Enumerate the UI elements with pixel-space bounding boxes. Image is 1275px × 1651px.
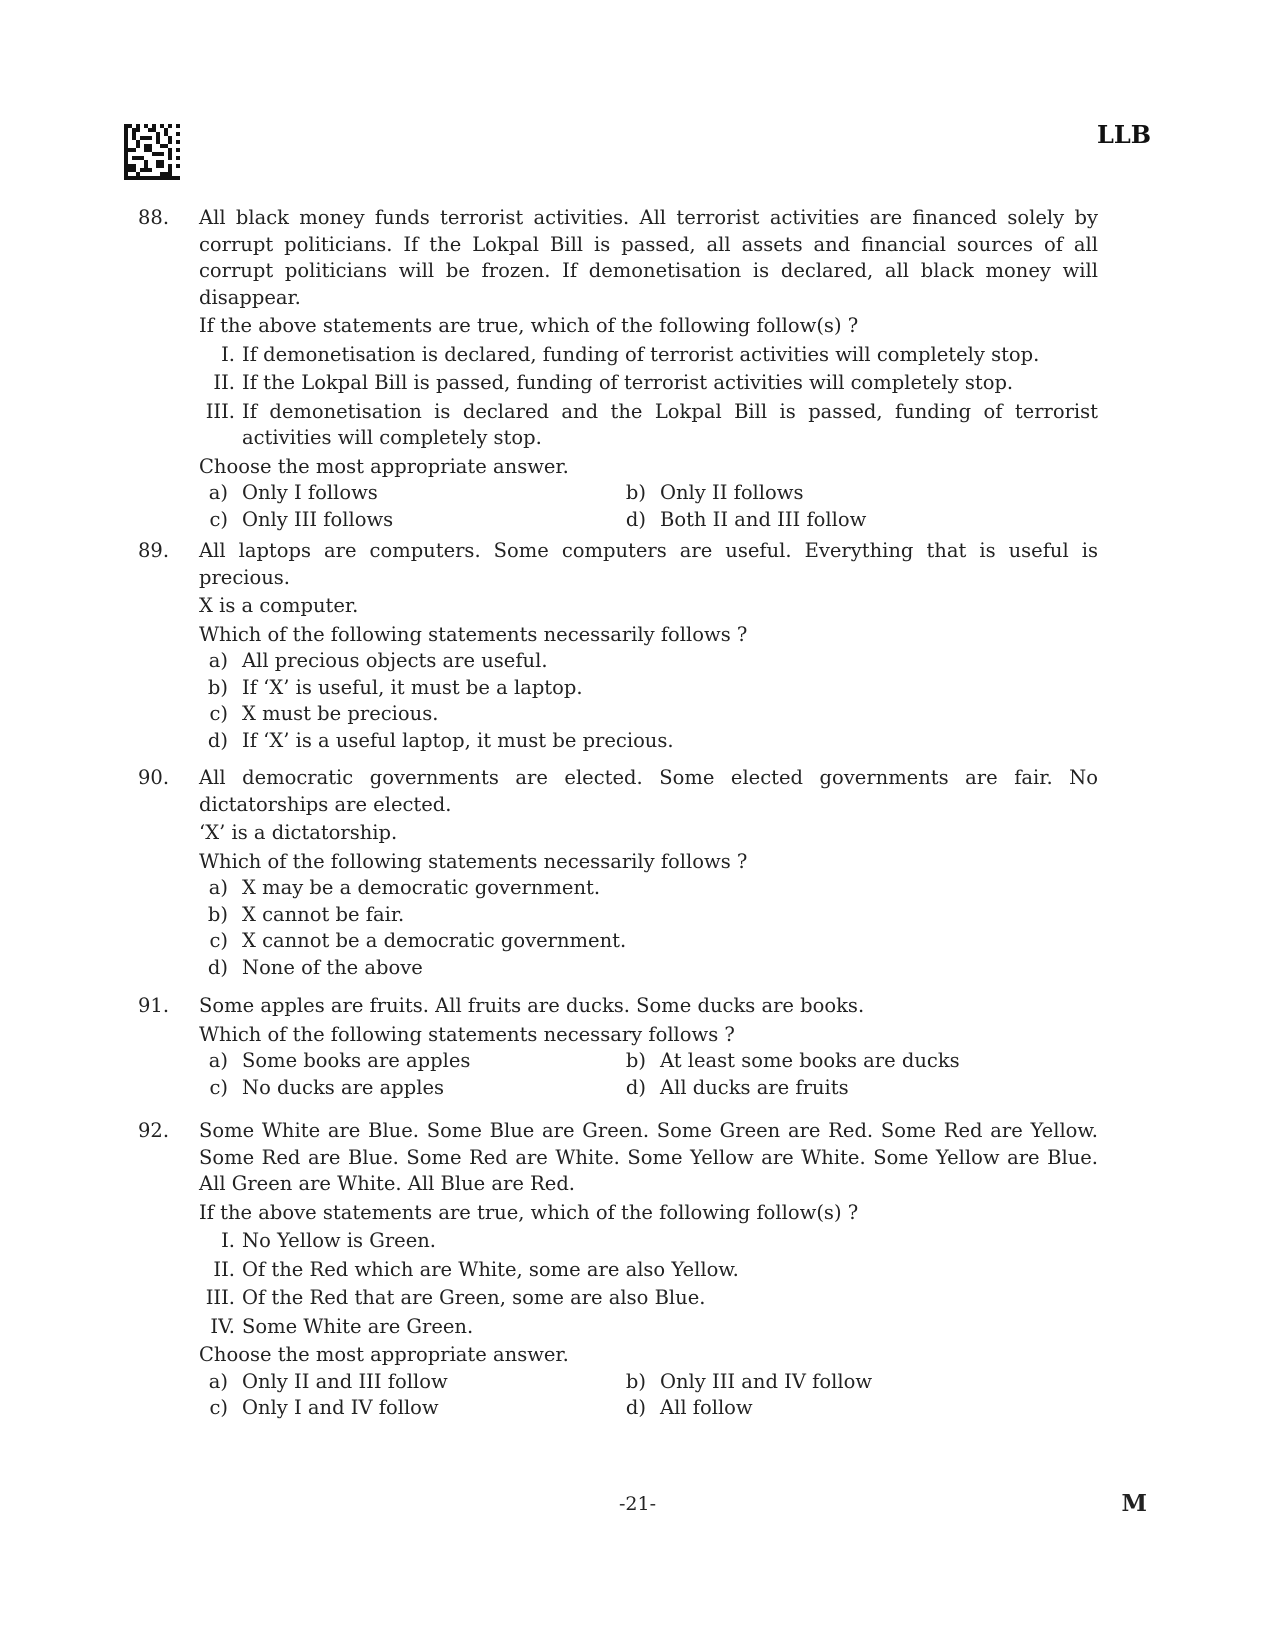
- statement-text: If the Lokpal Bill is passed, funding of terrorist activities will completely stop.: [242, 371, 1014, 394]
- option-c[interactable]: [199, 1075, 617, 1102]
- option-c[interactable]: [199, 701, 1098, 728]
- option-text: X must be precious.: [242, 702, 439, 725]
- option-text: Only III follows: [242, 507, 394, 531]
- question-number: 92.: [138, 1119, 170, 1142]
- statement-text: If demonetisation is declared and the Lokpal Bill is passed, funding of terrorist activities will completely stop.: [242, 399, 1098, 449]
- statement-label: IV.: [210, 1314, 235, 1338]
- option-text: All ducks are fruits: [660, 1075, 849, 1099]
- option-label: d): [207, 728, 228, 752]
- question-stem: Some apples are fruits. All fruits are ducks. Some ducks are books.: [199, 994, 865, 1017]
- option-label: a): [208, 1049, 228, 1072]
- option-label: b): [207, 902, 228, 926]
- option-a[interactable]: [199, 1369, 617, 1396]
- option-d[interactable]: [199, 728, 1098, 755]
- statement-label: III.: [205, 399, 235, 423]
- answer-instruction: Choose the most appropriate answer.: [199, 1343, 569, 1366]
- question-stem: All black money funds terrorist activities. All terrorist activities are financed solely by corrupt politicians. If the Lokpal Bill is passed, all assets and financial sources of all corrupt politicians will be frozen. If demonetisation is declared, all black money will disappear.: [199, 206, 1098, 309]
- option-label: d): [625, 1075, 646, 1099]
- option-text: At least some books are ducks: [660, 1049, 960, 1072]
- option-c[interactable]: [199, 507, 617, 534]
- option-d[interactable]: [617, 1395, 1017, 1422]
- option-text: X cannot be fair.: [242, 902, 405, 926]
- option-label: b): [625, 1049, 646, 1072]
- statement-item: [199, 1314, 1098, 1341]
- series-code: M: [1121, 1490, 1147, 1517]
- statement-text: Of the Red which are White, some are also Yellow.: [242, 1257, 739, 1281]
- question-number: 91.: [138, 994, 170, 1017]
- paper-code: LLB: [1096, 120, 1151, 149]
- statement-item: [199, 1285, 1098, 1312]
- question-number: 90.: [138, 766, 170, 789]
- question-stem: Some White are Blue. Some Blue are Green. Some Green are Red. Some Red are Yellow. Some Red are Blue. Some Red are White. Some Yellow are White. Some Yellow are Blue. All Green are White. All Blue are Red.: [199, 1119, 1098, 1195]
- statement-item: [199, 342, 1098, 369]
- question-91: [138, 993, 1098, 1101]
- question-prompt: Which of the following statements necessary follows ?: [199, 1022, 735, 1046]
- statement-text: Some White are Green.: [242, 1314, 474, 1338]
- option-b[interactable]: [617, 1048, 1017, 1075]
- option-text: X may be a democratic government.: [242, 876, 601, 899]
- option-a[interactable]: [199, 480, 617, 507]
- option-label: d): [207, 955, 228, 979]
- statement-label: I.: [221, 342, 235, 366]
- option-text: No ducks are apples: [242, 1075, 445, 1099]
- question-prompt: Which of the following statements necessarily follows ?: [199, 849, 748, 873]
- option-a[interactable]: [199, 1048, 617, 1075]
- data-matrix-code-icon: [124, 124, 180, 180]
- statement-item: [199, 1257, 1098, 1284]
- question-88: [138, 205, 1098, 533]
- option-text: Only I follows: [242, 481, 378, 504]
- option-label: d): [625, 507, 646, 531]
- statement-item: [199, 370, 1098, 397]
- option-label: a): [208, 876, 228, 899]
- statement-label: II.: [213, 1257, 235, 1281]
- option-c[interactable]: [199, 1395, 617, 1422]
- option-text: Only III and IV follow: [660, 1369, 873, 1393]
- option-text: Only II and III follow: [242, 1369, 448, 1393]
- option-label: c): [209, 702, 228, 725]
- option-label: a): [208, 481, 228, 504]
- option-c[interactable]: [199, 928, 1098, 955]
- option-label: a): [208, 1369, 228, 1393]
- option-text: If ‘X’ is a useful laptop, it must be precious.: [242, 728, 674, 752]
- option-d[interactable]: [617, 507, 1017, 534]
- option-d[interactable]: [617, 1075, 1017, 1102]
- page-number: -21-: [618, 1493, 657, 1515]
- option-text: Only II follows: [660, 481, 804, 504]
- question-prompt: If the above statements are true, which of the following follow(s) ?: [199, 1200, 859, 1224]
- option-label: c): [209, 507, 228, 531]
- option-b[interactable]: [199, 675, 1098, 702]
- statement-item: [199, 399, 1098, 452]
- statement-text: No Yellow is Green.: [242, 1229, 437, 1252]
- option-label: d): [625, 1396, 646, 1419]
- option-text: X cannot be a democratic government.: [242, 929, 627, 952]
- option-label: c): [209, 929, 228, 952]
- statement-label: II.: [213, 371, 235, 394]
- option-text: Only I and IV follow: [242, 1396, 439, 1419]
- question-number: 88.: [138, 206, 170, 229]
- option-text: All follow: [660, 1396, 753, 1419]
- question-prompt: Which of the following statements necessarily follows ?: [199, 622, 748, 646]
- option-d[interactable]: [199, 955, 1098, 982]
- answer-instruction: Choose the most appropriate answer.: [199, 454, 569, 478]
- option-text: Both II and III follow: [660, 507, 867, 531]
- statement-item: [199, 1228, 1098, 1255]
- option-text: If ‘X’ is useful, it must be a laptop.: [242, 675, 583, 699]
- option-b[interactable]: [617, 480, 1017, 507]
- option-label: c): [209, 1396, 228, 1419]
- option-text: All precious objects are useful.: [242, 649, 548, 672]
- option-text: None of the above: [242, 955, 423, 979]
- option-text: Some books are apples: [242, 1049, 471, 1072]
- option-b[interactable]: [617, 1369, 1017, 1396]
- option-a[interactable]: [199, 648, 1098, 675]
- option-label: b): [625, 1369, 646, 1393]
- option-label: b): [625, 481, 646, 504]
- option-b[interactable]: [199, 902, 1098, 929]
- question-given: X is a computer.: [199, 594, 359, 617]
- statement-text: If demonetisation is declared, funding of terrorist activities will completely stop.: [242, 342, 1040, 366]
- question-given: ‘X’ is a dictatorship.: [199, 821, 398, 844]
- statement-text: Of the Red that are Green, some are also Blue.: [242, 1286, 706, 1309]
- statement-label: III.: [205, 1286, 235, 1309]
- question-89: [138, 538, 1098, 754]
- option-a[interactable]: [199, 875, 1098, 902]
- statement-label: I.: [221, 1229, 235, 1252]
- question-number: 89.: [138, 539, 170, 562]
- question-92: [138, 1118, 1098, 1422]
- option-label: b): [207, 675, 228, 699]
- question-prompt: If the above statements are true, which of the following follow(s) ?: [199, 314, 859, 337]
- question-stem: All democratic governments are elected. Some elected governments are fair. No dictatorships are elected.: [199, 766, 1098, 816]
- option-label: c): [209, 1075, 228, 1099]
- option-label: a): [208, 649, 228, 672]
- question-stem: All laptops are computers. Some computers are useful. Everything that is useful is precious.: [199, 539, 1098, 589]
- question-90: [138, 765, 1098, 981]
